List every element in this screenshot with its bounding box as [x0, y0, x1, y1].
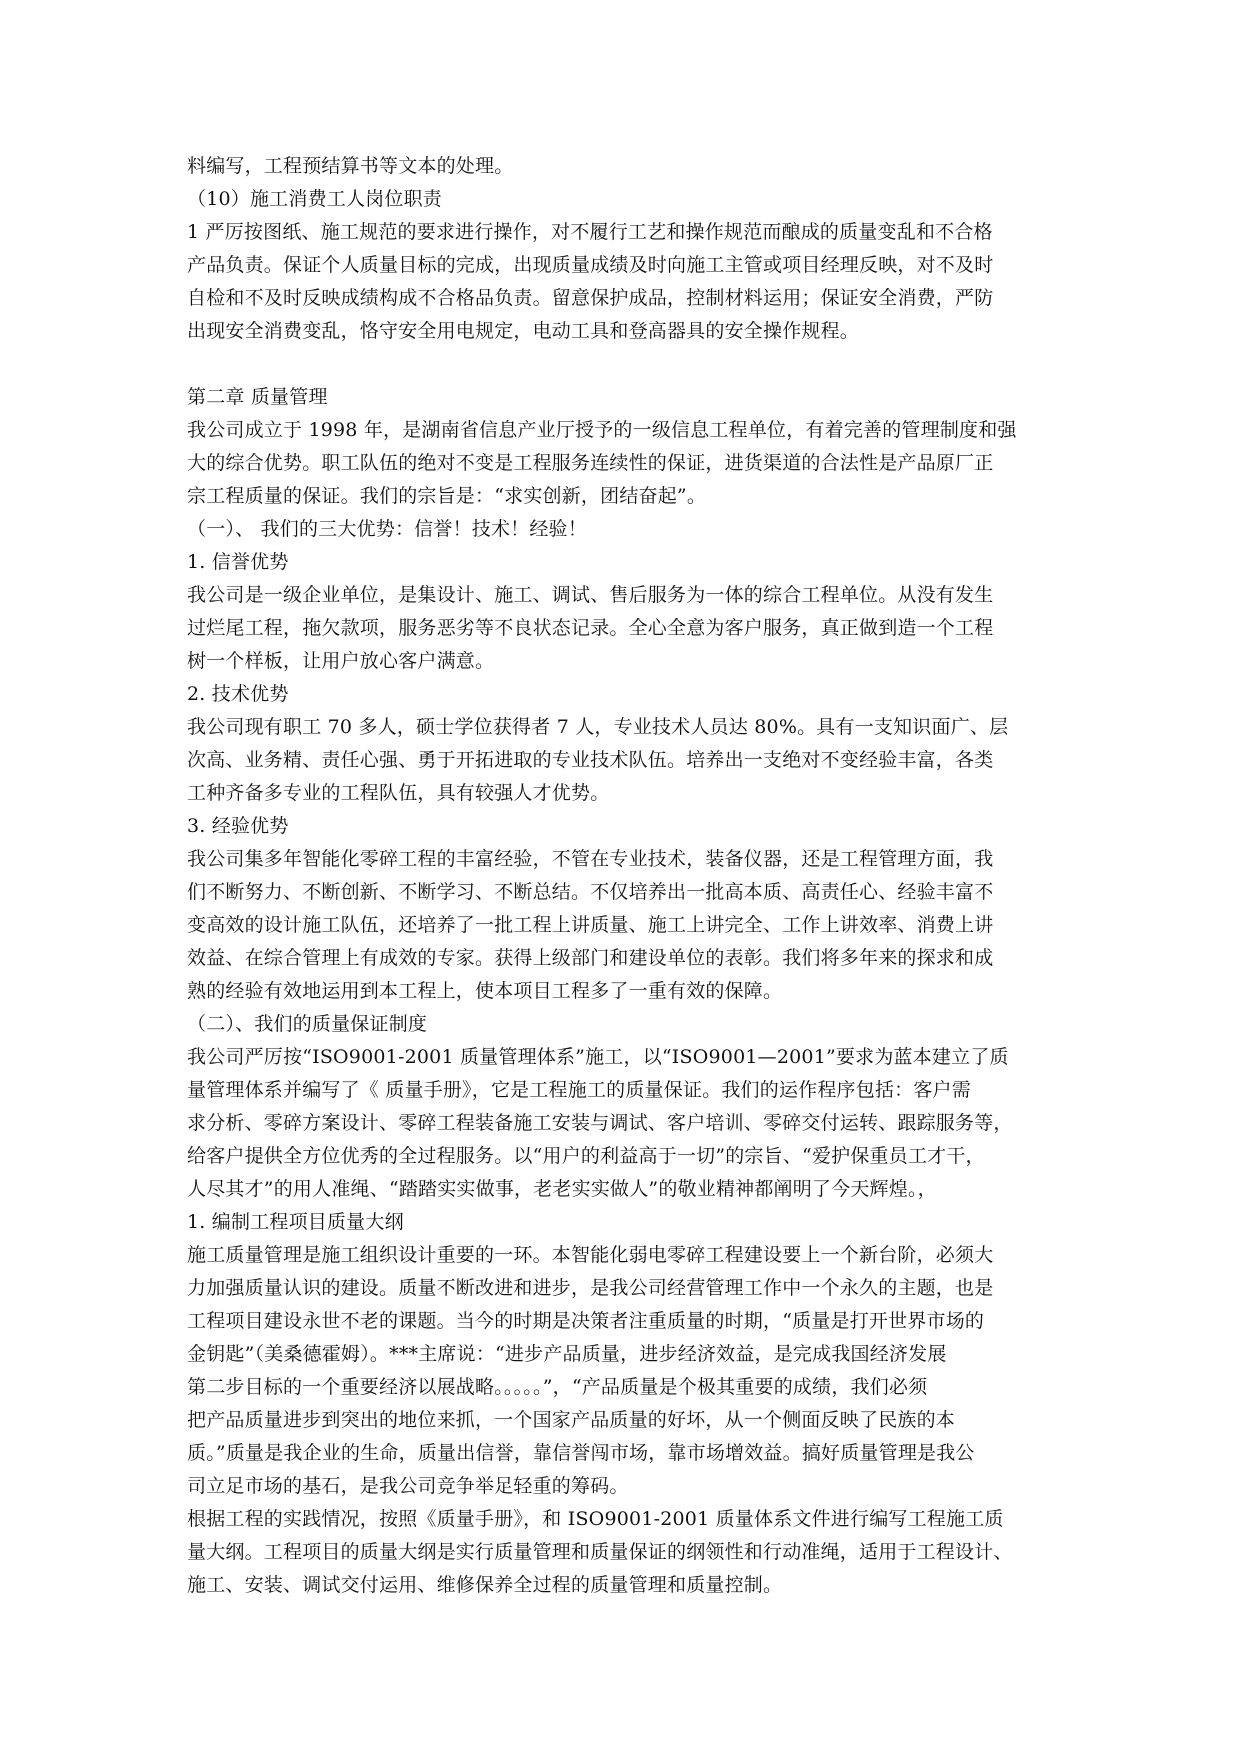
text-line: 产品负责。保证个人质量目标的完成，出现质量成绩及时向施工主管或项目经理反映，对不及时: [187, 254, 994, 276]
text-line: 根据工程的实践情况，按照《质量手册》，和 ISO9001-2001 质量体系文件进行编写工程施工质: [187, 1508, 1004, 1530]
text-line: 第二章 质量管理: [187, 386, 328, 408]
text-line: 2. 技术优势: [187, 683, 289, 705]
text-line: 1. 信誉优势: [187, 551, 289, 573]
text-line: 施工质量管理是施工组织设计重要的一环。本智能化弱电零碎工程建设要上一个新台阶，必须大: [187, 1244, 994, 1266]
text-line: 出现安全消费变乱，恪守安全用电规定，电动工具和登高器具的安全操作规程。: [187, 320, 860, 342]
text-line: 3. 经验优势: [187, 815, 289, 837]
text-line: 变高效的设计施工队伍，还培养了一批工程上讲质量、施工上讲完全、工作上讲效率、消费上讲: [187, 914, 994, 936]
text-line: 我公司集多年智能化零碎工程的丰富经验，不管在专业技术，装备仪器，还是工程管理方面，我: [187, 848, 994, 870]
text-line: 树一个样板，让用户放心客户满意。: [187, 650, 495, 672]
text-line: 过烂尾工程，拖欠款项，服务恶劣等不良状态记录。全心全意为客户服务，真正做到造一个工程: [187, 617, 994, 639]
text-line: 自检和不及时反映成绩构成不合格品负责。留意保护成品，控制材料运用；保证安全消费，严防: [187, 287, 994, 309]
text-line: 我公司是一级企业单位，是集设计、施工、调试、售后服务为一体的综合工程单位。从没有发生: [187, 584, 994, 606]
text-line: 大的综合优势。职工队伍的绝对不变是工程服务连续性的保证，进货渠道的合法性是产品原厂正: [187, 452, 994, 474]
text-line: （二）、我们的质量保证制度: [187, 1013, 428, 1035]
text-line: 工程项目建设永世不老的课题。当今的时期是决策者注重质量的时期，“质量是打开世界市场的: [187, 1310, 985, 1332]
text-line: 们不断努力、不断创新、不断学习、不断总结。不仅培养出一批高本质、高责任心、经验丰富不: [187, 881, 994, 903]
text-line: 熟的经验有效地运用到本工程上，使本项目工程多了一重有效的保障。: [187, 980, 783, 1002]
text-line: 第二步目标的一个重要经济以展战略。。。。。”，“产品质量是个极其重要的成绩，我们必须: [187, 1376, 928, 1398]
text-line: 司立足市场的基石，是我公司竞争举足轻重的筹码。: [187, 1475, 629, 1497]
text-line: 宗工程质量的保证。我们的宗旨是：“求实创新，团结奋起”。: [187, 485, 707, 507]
text-line: 人尽其才”的用人准绳、“踏踏实实做事，老老实实做人”的敬业精神都阐明了今天辉煌。，: [187, 1178, 937, 1200]
text-line: 施工、安装、调试交付运用、维修保养全过程的质量管理和质量控制。: [187, 1574, 783, 1596]
document-page: [187, 150, 1055, 1602]
text-line: [187, 348, 1055, 381]
text-line: 质。”质量是我企业的生命，质量出信誉，靠信誉闯市场，靠市场增效益。搞好质量管理是我公: [187, 1442, 975, 1464]
text-line: （一）、 我们的三大优势：信誉！技术！经验！: [187, 518, 587, 540]
text-line: 给客户提供全方位优秀的全过程服务。以“用户的利益高于一切”的宗旨、“爱护保重员工才干，: [187, 1145, 985, 1167]
text-line: 我公司严厉按“ISO9001-2001 质量管理体系”施工，以“ISO9001—2001”要求为蓝本建立了质: [187, 1046, 1009, 1068]
text-line: 料编写，工程预结算书等文本的处理。: [187, 155, 514, 177]
text-line: 量管理体系并编写了《 质量手册》，它是工程施工的质量保证。我们的运作程序包括：客户需: [187, 1079, 971, 1101]
text-line: 次高、业务精、责任心强、勇于开拓进取的专业技术队伍。培养出一支绝对不变经验丰富，各类: [187, 749, 994, 771]
text-line: 1 严厉按图纸、施工规范的要求进行操作，对不履行工艺和操作规范而酿成的质量变乱和不合格: [187, 221, 993, 243]
text-line: 我公司成立于 1998 年，是湖南省信息产业厅授予的一级信息工程单位，有着完善的管理制度和强: [187, 419, 1017, 441]
text-line: 把产品质量进步到突出的地位来抓，一个国家产品质量的好坏，从一个侧面反映了民族的本: [187, 1409, 956, 1431]
text-line: 求分析、零碎方案设计、零碎工程装备施工安装与调试、客户培训、零碎交付运转、跟踪服务等，: [187, 1112, 1013, 1134]
text-line: 力加强质量认识的建设。质量不断改进和进步，是我公司经营管理工作中一个永久的主题，也是: [187, 1277, 994, 1299]
text-line: 效益、在综合管理上有成效的专家。获得上级部门和建设单位的表彰。我们将多年来的探求和成: [187, 947, 994, 969]
text-line: 工种齐备多专业的工程队伍，具有较强人才优势。: [187, 782, 610, 804]
text-line: （10）施工消费工人岗位职责: [187, 188, 442, 210]
text-line: 1. 编制工程项目质量大纲: [187, 1211, 404, 1233]
text-line: 金钥匙”（美桑德霍姆）。***主席说：“进步产品质量，进步经济效益，是完成我国经济发展: [187, 1343, 947, 1365]
text-line: 量大纲。工程项目的质量大纲是实行质量管理和质量保证的纲领性和行动准绳，适用于工程设计、: [187, 1541, 1013, 1563]
text-line: 我公司现有职工 70 多人，硕士学位获得者 7 人，专业技术人员达 80%。具有一支知识面广、层: [187, 716, 1009, 738]
